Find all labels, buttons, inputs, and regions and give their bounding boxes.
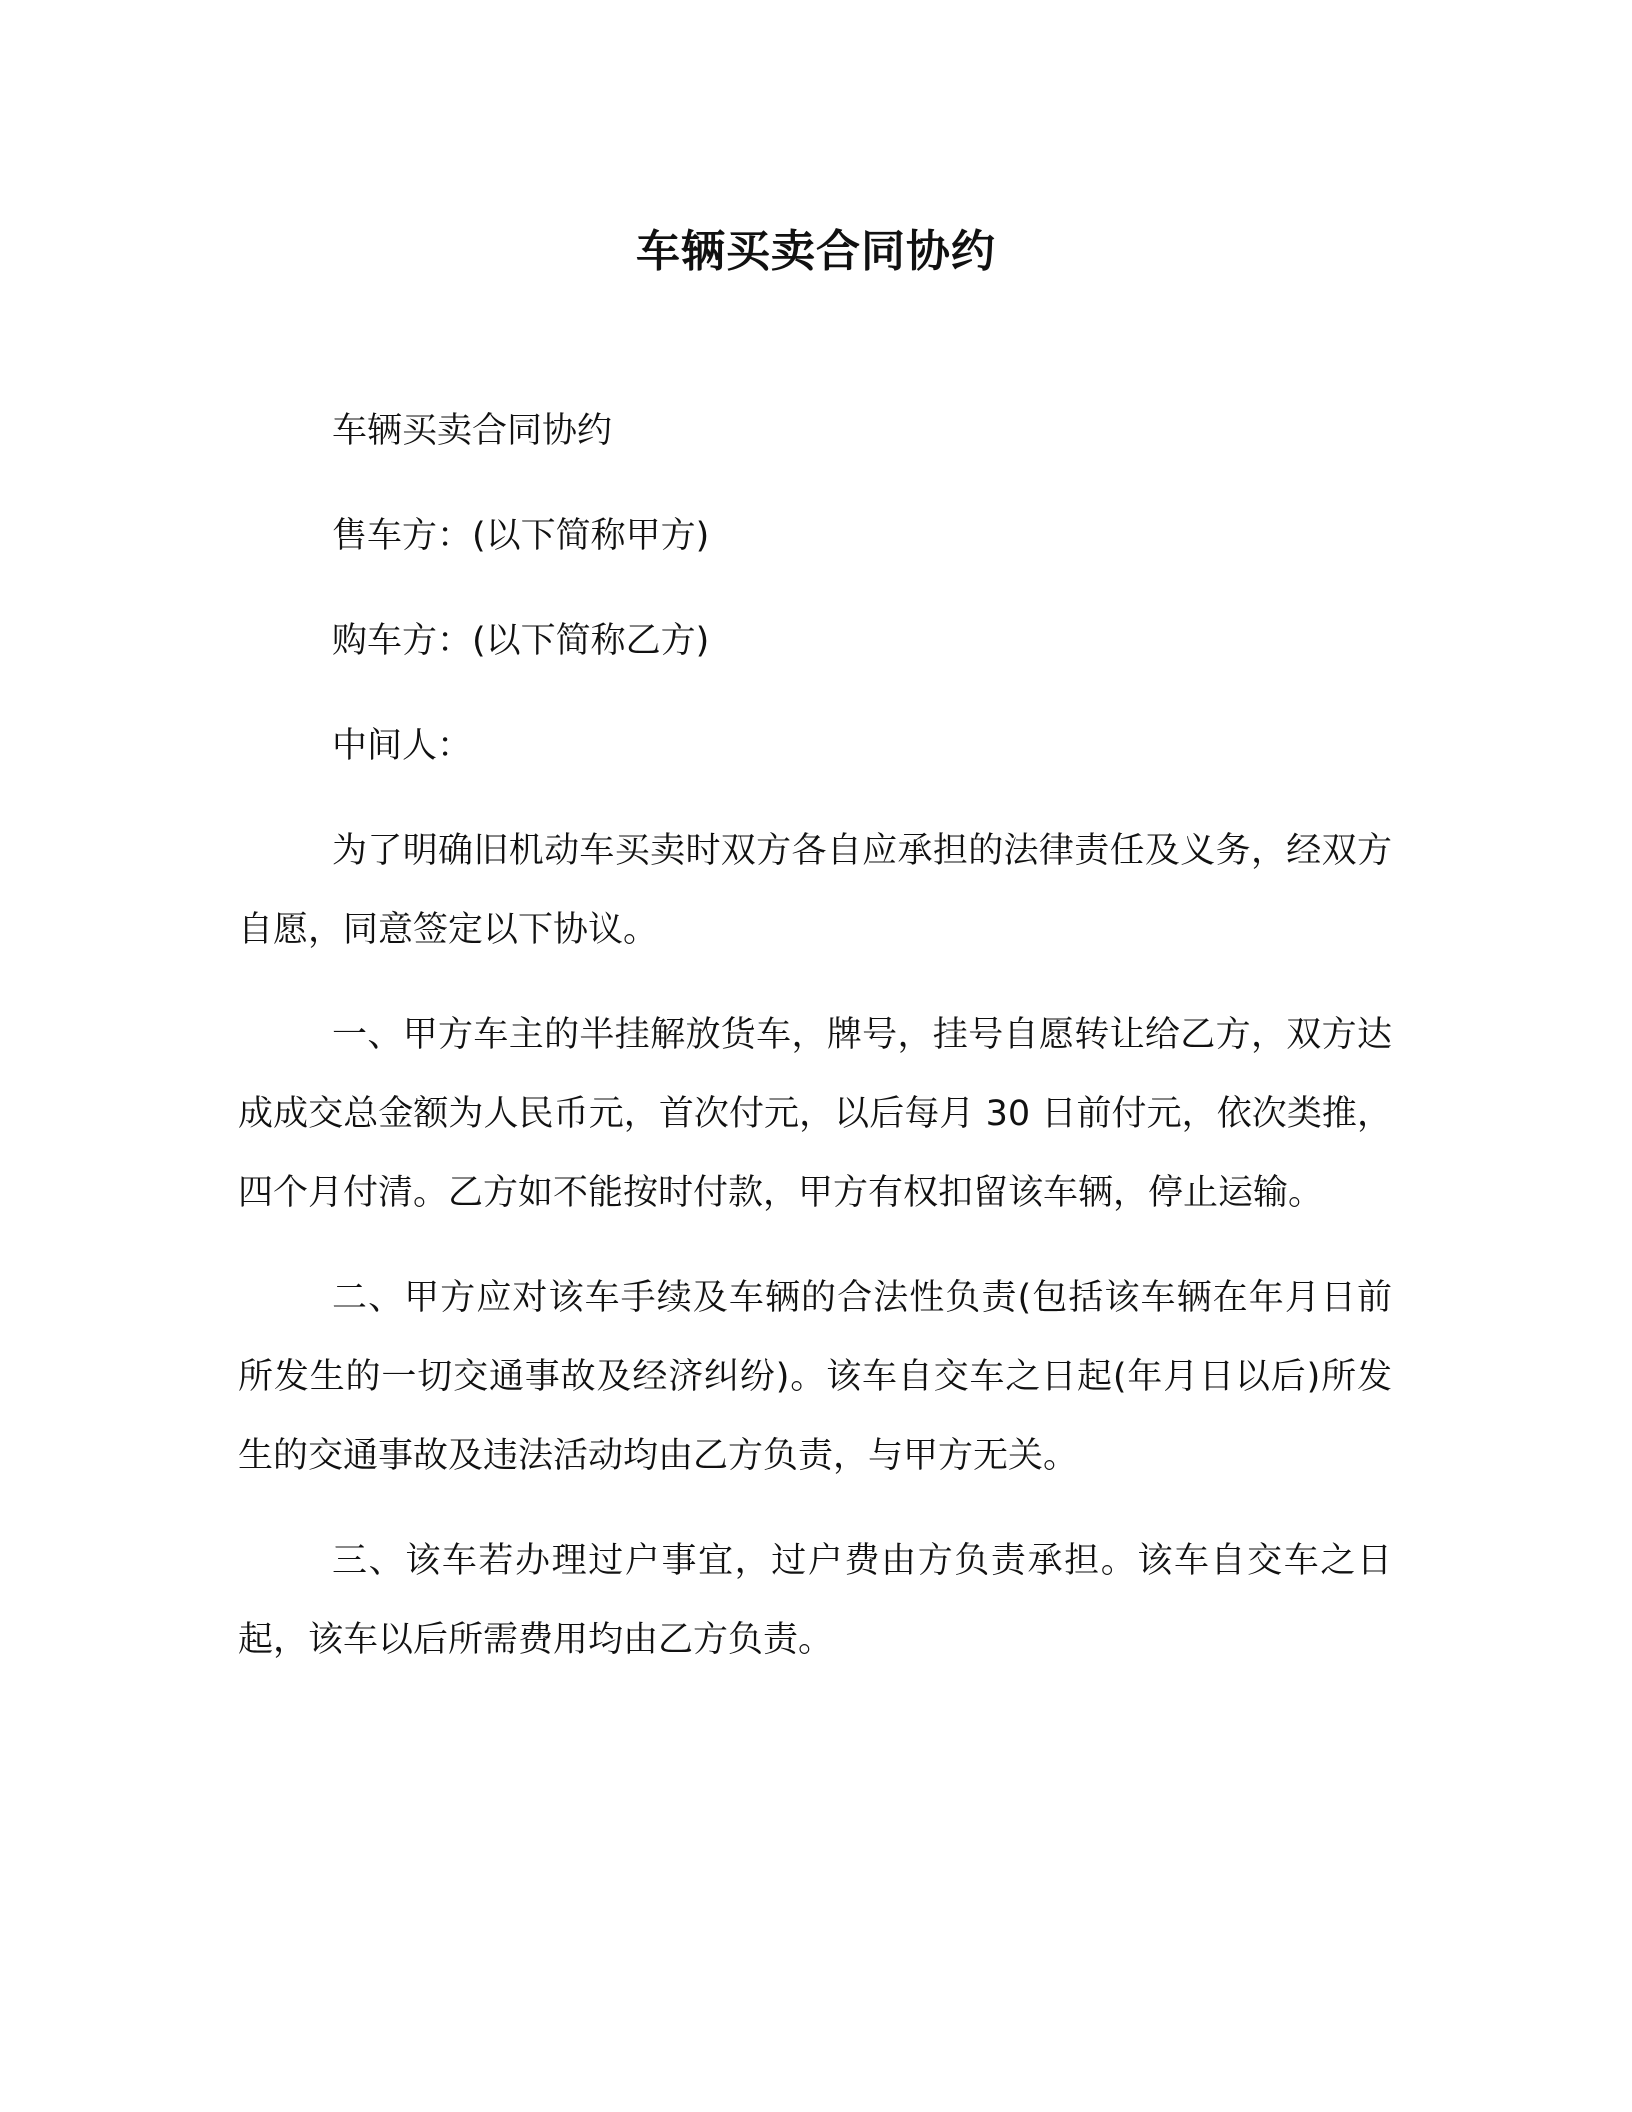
paragraph-clause-2: 二、甲方应对该车手续及车辆的合法性负责(包括该车辆在年月日前所发生的一切交通事故及经济纠纷)。该车自交车之日起(年月日以后)所发生的交通事故及违法活动均由乙方负责，与甲方无关。	[238, 1278, 1392, 1476]
paragraph-clause-1: 一、甲方车主的半挂解放货车，牌号，挂号自愿转让给乙方，双方达成成交总金额为人民币元，首次付元，以后每月 30 日前付元，依次类推，四个月付清。乙方如不能按时付款，甲方有权扣留该车辆，停止运输。	[238, 1015, 1392, 1213]
document-title: 车辆买卖合同协约	[636, 226, 996, 277]
paragraph-buyer: 购车方：(以下简称乙方)	[332, 621, 710, 661]
paragraph-clause-3: 三、该车若办理过户事宜，过户费由方负责承担。该车自交车之日起，该车以后所需费用均由乙方负责。	[238, 1541, 1392, 1660]
paragraph-intermediary: 中间人：	[332, 726, 473, 766]
document-body	[238, 392, 1392, 1706]
paragraph-heading: 车辆买卖合同协约	[332, 411, 613, 451]
paragraph-preamble: 为了明确旧机动车买卖时双方各自应承担的法律责任及义务，经双方自愿，同意签定以下协议。	[238, 831, 1392, 950]
paragraph-seller: 售车方：(以下简称甲方)	[332, 516, 710, 556]
